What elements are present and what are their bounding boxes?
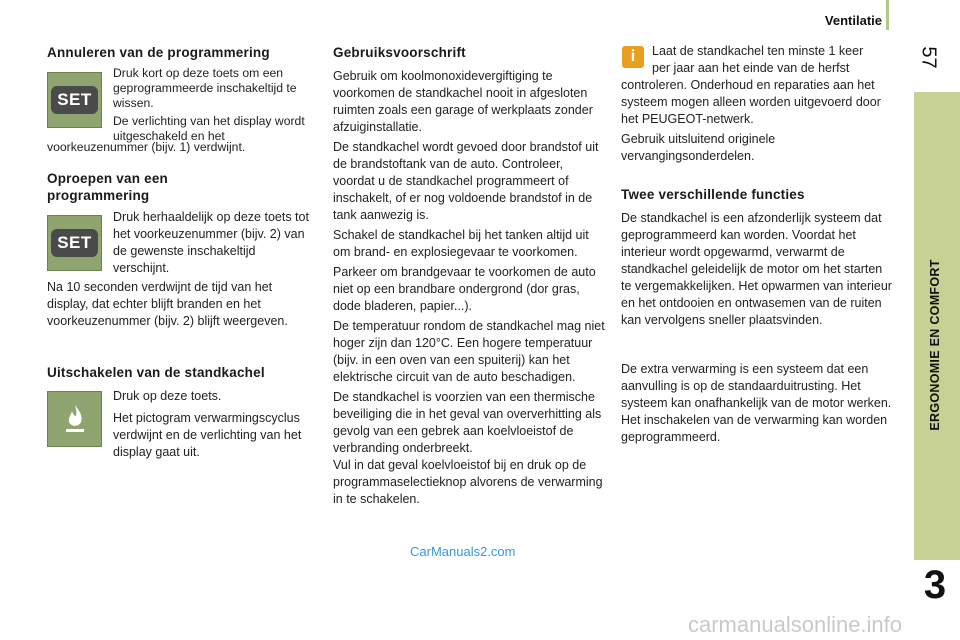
info-text-head: Laat de standkachel ten minste 1 keer per jaar aan het einde van de herfst	[652, 44, 864, 75]
functies-text-1: De standkachel is een afzonderlijk systeem dat geprogrammeerd kan worden. Voordat het interieur wordt opgewarmd, verwarmt de standkachel geleidelijk de motor om het starten te vergemakkelijken. Het opwarmen van interieur en het ontdooien en ontwasemen van de ruiten kan vervolgens sneller plaatsvinden.	[621, 211, 892, 327]
heading-oproepen: Oproepen van een programmering	[47, 171, 168, 203]
heater-button-icon	[47, 391, 102, 447]
set-button-icon	[47, 72, 102, 128]
set-icon: SET	[51, 229, 98, 257]
oproepen-text-2: Na 10 seconden verdwijnt de tijd van het display, dat echter blijft branden en het voorkeuzenummer (bijv. 2) blijft weergeven.	[47, 280, 288, 328]
oproepen-text: Druk herhaaldelijk op deze toets tot het voorkeuzenummer (bijv. 2) van de gewenste inschakeltijd verschijnt.	[113, 210, 309, 275]
set-button-icon-2	[47, 215, 102, 271]
annuleren-text-cont: voorkeuzenummer (bijv. 1) verdwijnt.	[47, 140, 246, 154]
chapter-label: ERGONOMIE EN COMFORT	[928, 259, 942, 431]
heading-gebruiksvoorschrift: Gebruiksvoorschrift	[333, 45, 466, 60]
page-number: 57	[917, 46, 940, 69]
annuleren-text: Druk kort op deze toets om een geprogrammeerde inschakeltijd te wissen. De verlichting van het display wordt uitgeschakeld en het	[113, 66, 305, 143]
watermark-footer: carmanualsonline.info	[688, 612, 903, 637]
info-text: controleren. Onderhoud en reparaties aan het systeem mogen alleen worden uitgevoerd door het PEUGEOT-netwerk. Gebruik uitsluitend originele vervangingsonderdelen.	[621, 78, 881, 163]
heading-uitschakelen: Uitschakelen van de standkachel	[47, 365, 265, 380]
uitschakelen-text: Druk op deze toets. Het pictogram verwarmingscyclus verdwijnt en de verlichting van het display gaat uit.	[113, 389, 302, 459]
heading-twee-functies: Twee verschillende functies	[621, 187, 805, 202]
functies-text-2: De extra verwarming is een systeem dat een aanvulling is op de standaarduitrusting. Het systeem kan onafhankelijk van de motor werken. Het inschakelen van de verwarming kan worden geprogrammeerd.	[621, 362, 892, 444]
chapter-number: 3	[923, 563, 947, 607]
set-icon: SET	[51, 86, 98, 114]
heading-annuleren: Annuleren van de programmering	[47, 45, 270, 60]
header-divider	[886, 0, 889, 30]
section-title: Ventilatie	[824, 13, 882, 28]
info-icon: i	[622, 46, 644, 68]
watermark-inline: CarManuals2.com	[410, 544, 516, 559]
flame-icon	[60, 402, 90, 436]
gebruiksvoorschrift-text: Gebruik om koolmonoxidevergiftiging te voorkomen de standkachel nooit in afgesloten ruimten zoals een garage of werkplaats zonder afzuiginstallatie. De standkachel wordt gevoed door brandstof uit de brandstoftank van de auto. Controleer, voordat u de standkachel programmeert of inschakelt, of er nog voldoende brandstof in de tank aanwezig is. Schakel de standkachel bij het tanken altijd uit om brand- en explosiegevaar te voorkomen. Parkeer om brandgevaar te voorkomen de auto niet op een brandbare ondergrond (dor gras, dode bladeren, papier...). De temperatuur rondom de standkachel mag niet hoger zijn dan 120°C. Een hogere temperatuur (bijv. in een oven van een spuiterij) kan het elektrische circuit van de auto beschadigen. De standkachel is voorzien van een thermische beveiliging die in het geval van oververhitting als gevolg van een gebrek aan koelvloeistof de verbranding onderbreekt. Vul in dat geval koelvloeistof bij en druk op de programmaselectieknop alvorens de verwarming in te schakelen.	[333, 69, 605, 506]
